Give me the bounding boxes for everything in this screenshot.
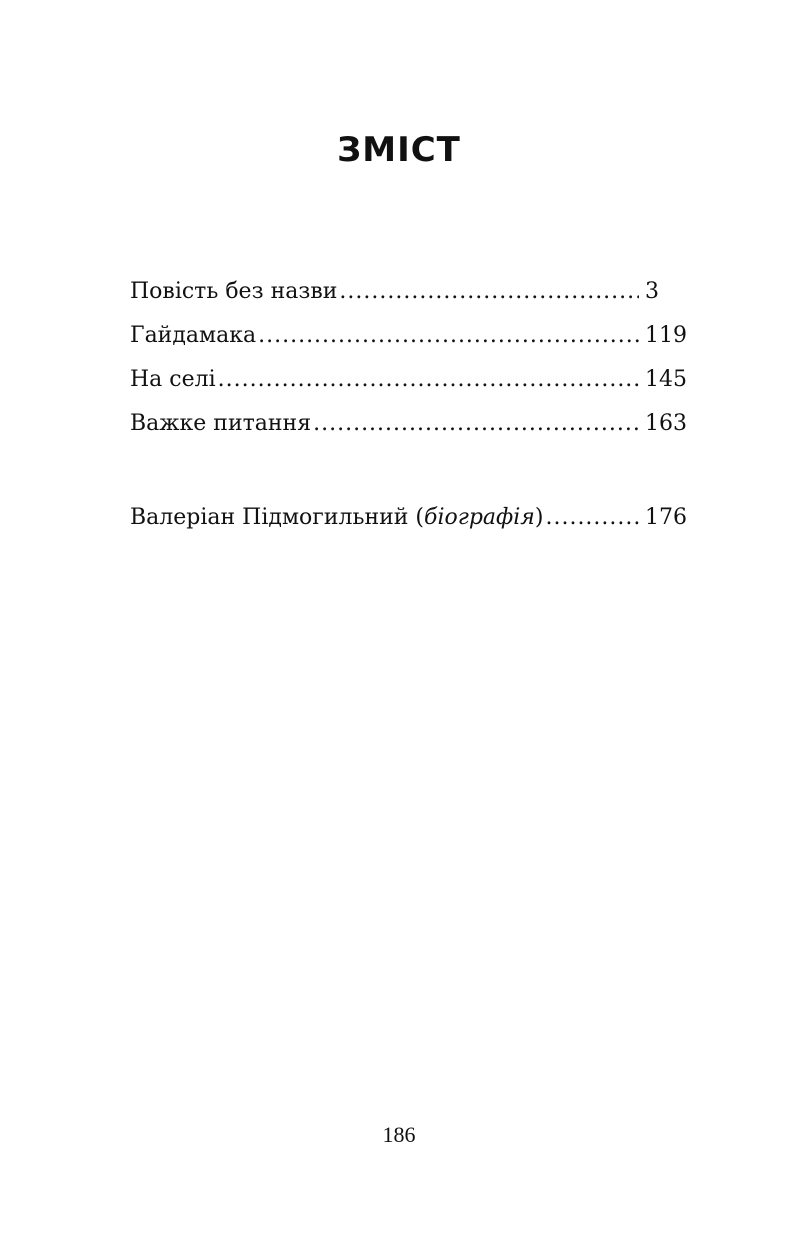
toc-entry-page: 3 (645, 279, 659, 304)
toc-entry-appendix[interactable] (130, 496, 695, 540)
toc-leader-dots (258, 314, 639, 358)
toc-entry[interactable] (130, 270, 695, 314)
toc-title-italic: біографія (424, 505, 535, 530)
table-of-contents (130, 270, 695, 540)
toc-entry[interactable] (130, 402, 695, 446)
toc-entry-page: 119 (645, 323, 687, 348)
toc-entry-title: На селі (130, 367, 216, 392)
toc-entry-page: 176 (645, 505, 687, 530)
toc-entry-title: Важке питання (130, 411, 312, 436)
toc-entry[interactable] (130, 358, 695, 402)
page-number: 186 (382, 1122, 416, 1147)
toc-entry-page: 163 (645, 411, 687, 436)
toc-leader-dots (545, 496, 639, 540)
toc-leader-dots (218, 358, 639, 402)
page-title: ЗМІСТ (337, 130, 461, 170)
toc-leader-dots (313, 402, 639, 446)
toc-title-main: Валеріан Підмогильний ( (130, 505, 425, 530)
toc-entry-title: Гайдамака (130, 323, 257, 348)
toc-leader-dots (339, 270, 639, 314)
toc-entry-title: Повість без назви (130, 279, 338, 304)
toc-entry-title (130, 496, 543, 540)
toc-entry-page: 145 (645, 367, 687, 392)
toc-entry[interactable] (130, 314, 695, 358)
toc-title-close: ) (534, 505, 544, 530)
